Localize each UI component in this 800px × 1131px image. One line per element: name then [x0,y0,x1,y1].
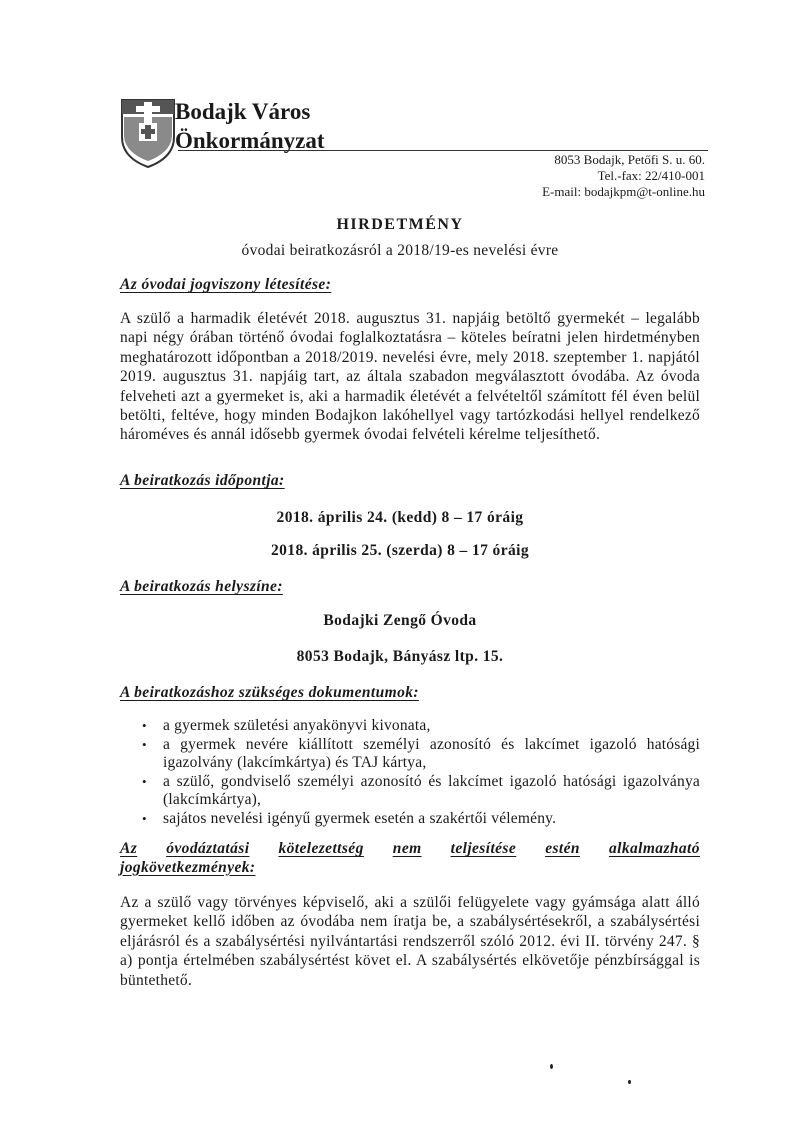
list-item [120,810,700,829]
list-item-text: a gyermek nevére kiállított személyi azonosító és lakcímet igazoló hatósági igazolvány (lakcímkártya) és TAJ kártya, [163,735,700,771]
section-text-legal-relationship: A szülő a harmadik életévét 2018. augusztus 31. napjáig betöltő gyermekét – legalább napi négy órában történő óvodai foglalkoztatásra – köteles beíratni jelen hirdetményben meghatározott időpontban a 2018/2019. nevelési évre, mely 2018. szeptember 1. napjától 2019. augusztus 31. napjáig tart, az általa szabadon megválasztott óvodába. Az óvoda felveheti azt a gyermeket is, aki a harmadik életévét a felvételtől számított fél éven belül betölti, feltéve, hogy minden Bodajkon lakóhellyel vagy tartózkodási hellyel rendelkező hároméves és annál idősebb gyermek óvodai felvételi kérelme teljesíthető. [120,310,700,444]
list-item [120,717,700,736]
bullet-icon: • [142,736,147,752]
organization-name [175,97,325,155]
bullet-icon: • [142,718,147,733]
kindergarten-name: Bodajki Zengő Óvoda [323,612,477,629]
org-line-2: Önkormányzat [175,128,325,153]
heading-word: nem [392,840,422,857]
contact-address: 8053 Bodajk, Petőfi S. u. 60. [554,152,705,167]
contact-email: E-mail: bodajkpm@t-online.hu [542,184,705,199]
heading-word: kötelezettség [278,840,364,857]
scan-speck [628,1080,631,1084]
consequences-heading-line-1 [120,840,700,859]
list-item-text: a gyermek születési anyakönyvi kivonata, [163,717,431,734]
required-documents-list [120,717,700,828]
list-item [120,736,700,773]
heading-word: teljesítése [450,840,517,857]
scan-speck [550,1064,553,1069]
coat-of-arms-icon [119,97,177,169]
section-heading-enrollment-time: A beiratkozás időpontja: [120,472,285,489]
list-item-text: a szülő, gondviselő személyi azonosító és lakcímet igazoló hatósági igazolványa (lakcímkártya), [163,772,700,808]
section-heading-consequences [120,840,700,877]
section-text-consequences: Az a szülő vagy törvényes képviselő, aki a szülői felügyelete vagy gyámsága alatt álló gyermeket kellő időben az óvodába nem íratja be, a szabálysértésekről, a szabálysértési eljárásról és a szabálysértési nyilvántartási rendszerről szóló 2012. évi II. törvény 247. § a) pontja értelmében szabálysértést követ el. A szabálysértés elkövetője pénzbírsággal is büntethető. [120,894,700,989]
org-line-1: Bodajk Város [175,99,311,124]
heading-word: Az [120,840,138,857]
heading-word: óvodáztatási [166,840,250,857]
heading-word: estén [545,840,580,857]
section-heading-required-documents: A beiratkozáshoz szükséges dokumentumok: [120,684,419,701]
header-divider [178,150,708,151]
kindergarten-address: 8053 Bodajk, Bányász ltp. 15. [296,648,504,665]
contact-block [542,152,705,200]
document-subtitle: óvodai beiratkozásról a 2018/19-es nevelési évre [241,242,559,259]
enrollment-date-2: 2018. április 25. (szerda) 8 – 17 óráig [271,542,529,559]
section-heading-legal-relationship: Az óvodai jogviszony létesítése: [120,276,332,293]
consequences-heading-line-2: jogkövetkezmények: [120,858,256,876]
enrollment-date-1: 2018. április 24. (kedd) 8 – 17 óráig [276,509,524,526]
list-item-text: sajátos nevelési igényű gyermek esetén a szakértői vélemény. [163,809,557,827]
list-item [120,773,700,810]
contact-phone: Tel.-fax: 22/410-001 [597,168,705,183]
bullet-icon: • [142,773,147,789]
document-title: HIRDETMÉNY [336,216,464,233]
section-heading-enrollment-location: A beiratkozás helyszíne: [120,578,283,595]
heading-word: alkalmazható [608,840,700,857]
bullet-icon: • [142,810,147,826]
